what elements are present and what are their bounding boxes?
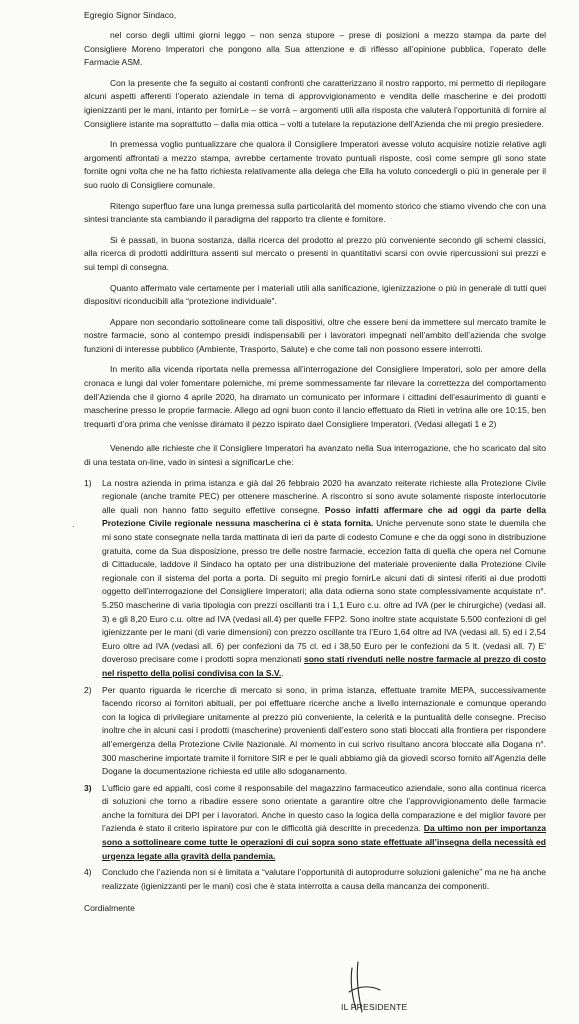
numbered-list [84,477,546,894]
closing: Cordialmente [84,903,135,914]
paragraph: Ritengo superfluo fare una lunga premessa sulla particolarità del momento storico che stiamo vivendo che con una sintesi tranciante sta cambiando il paradigma del rapporto tra cliente e fornitore. [84,200,546,225]
margin-mark: . [72,519,75,529]
list-item-number: 1) [84,477,92,488]
letter-greeting: Egregio Signor Sindaco, [84,10,177,20]
list-item [84,866,546,893]
intro-paragraph: Venendo alle richieste che il Consigliere Imperatori ha avanzato nella Sua interrogazione, che ho scaricato dal sito di una testata on-line, vado in sintesi a significarLe che: [84,443,546,468]
paragraph: In merito alla vicenda riportata nella premessa all’interrogazione del Consigliere Imperatori, solo per amore della cronaca e lungi dal voler fomentare polemiche, mi preme sommessamente far rilevare la correttezza del comportamento dell’Azienda che il giorno 4 aprile 2020, ha diramato un comunicato per informare i cittadini dell’esaurimento di guanti e mascherine presso le proprie farmacie. Allego ad ogni buon conto il lancio effettuato da Rieti in vetrina alle ore 10:15, ben trequarti d’ora prima che venisse diramato il pezzo ispirato dael Consigliere Imperatori. (Vedasi allegati 1 e 2) [84,364,546,429]
paragraph: nel corso degli ultimi giorni leggo – non senza stupore – prese di posizioni a mezzo stampa da parte del Consigliere Moreno Imperatori che pongono alla Sua attenzione e di riflesso all’opinione pubblica, l’operato delle Farmacie ASM. [84,30,546,68]
letter-body [84,29,546,923]
list-item [84,782,546,864]
paragraph: Quanto affermato vale certamente per i materiali utili alla sanificazione, igienizzazione o più in generale di tutti quei dispositivi riconducibili alla “protezione individuale”. [84,282,546,307]
paragraph: Appare non secondario sottolineare come tali dispositivi, oltre che essere beni da immettere sul mercato tramite le nostre farmacie, sono al contempo presidi indispensabili per i lavoratori impegnati nell’ambito dell’azienda che svolge funzioni di interesse pubblico (Ambiente, Trasporto, Salute) e che come tali non possono essere interrotti. [84,316,546,354]
list-item-text: . [281,667,284,678]
paragraph: Si è passati, in buona sostanza, dalla ricerca del prodotto al prezzo più conveniente secondo gli schemi classici, alla ricerca di prodotti addirittura assenti sul mercato o presenti in quantitativi scarsi con ovvie ripercussioni sui prezzi e sui tempi di consegna. [84,234,546,272]
paragraph: In premessa voglio puntualizzare che qualora il Consigliere Imperatori avesse voluto acquisire notizie relative agli argomenti affrontati a mezzo stampa, avrebbe certamente trovato puntuali risposte, così come sempre gli sono state fornite ogni volta che ne ha fatto richiesta relativamente alla delega che Ella ha voluto concedergli o più in generale per il suo ruolo di Consigliere comunale. [84,139,546,190]
underlined-emphasis-text: Da ultimo non per importanza sono a sottolineare come tutte le operazioni di cui sopra sono state effettuate all’insegna della necessità ed urgenza legate alla gravità della pandemia. [102,823,546,861]
list-item-text: Per quanto riguarda le ricerche di mercato si sono, in prima istanza, effettuate tramite MEPA, successivamente facendo ricorso ai fornitori abituali, per poi effettuare ricerche anche a livello internazionale e comunque operando con la logica di privilegiare unitamente al prezzo più conveniente, la celerità e la puntualità delle consegne. Preciso inoltre che in alcuni casi i prodotti (mascherine) provenienti dall’estero sono stati bloccati alla frontiera per rispondere all’emergenza della Protezione Civile Nazionale. Al momento in cui scrivo risultano ancora bloccate alla Dogana n°. 300 mascherine importate tramite il fornitore SIR e per le quali abbiamo già da giovedì scorso fornito all’Agenzia delle Dogane la documentazione richiesta ed utile allo sdoganamento. [102,684,546,777]
list-item-number: 2) [84,684,92,695]
paragraph: Con la presente che fa seguito ai costanti confronti che caratterizzano il nostro rapporto, mi permetto di riepilogare alcuni aspetti afferenti l’operato aziendale in tema di approvvigionamento e vendita delle mascherine e dei prodotti igienizzanti per le mani, intanto per fornirLe – se vorrà – argomenti utili alla risposta che valuterà l’opportunità di fornire al Consigliere istante ma soprattutto – dalla mia ottica – volti a tutelare la reputazione dell’Azienda che mi pregio presiedere. [84,77,546,129]
list-item-text: La nostra azienda in prima istanza e già dal 26 febbraio 2020 ha avanzato reiterate richieste alla Protezione Civile regionale (anche tramite PEC) per ottenere mascherine. A riscontro si sono avute solamente risposte interlocutorie alle quali non hanno fatto seguito effettive consegne. [102,477,546,515]
list-item-text: Concludo che l’azienda non si è limitata a “valutare l’opportunità di autoprodurre soluzioni galeniche” ma ne ha anche realizzate (igienizzanti per le mani) così che è stata interrotta a causa della mancanza dei componenti. [102,867,546,891]
emphasis-text: Posso infatti affermare che ad oggi da parte della Protezione Civile regionale nessuna mascherina ci è stata fornita. [102,504,546,529]
list-item-number: 4) [84,867,92,878]
list-item [84,477,546,681]
underlined-emphasis-text: sono stati rivenduti nelle nostre farmacie al prezzo di costo nel rispetto della polisi condivisa con la S.V. [102,654,546,678]
signature-title: IL PRESIDENTE [341,1002,408,1012]
list-item [84,684,546,779]
list-item-text: Uniche pervenute sono state le duemila che mi sono state consegnate nella tarda mattinata di ieri da parte di codesto Comune e che da oggi sono in distribuzione gratuita, come da Sua disposizione, presso tre delle nostre farmacie, eccezion fatta di quella che opera nel Comune di Cittaducale, laddove il Sindaco ha optato per una distribuzione del materiale proveniente dalla Protezione Civile regionale con il sistema del porta a porta. Di seguito mi pregio fornirLe alcuni dati di sintesi riferiti ai due prodotti oggetto dell’interrogazione del Consigliere Imperatori; alla data odierna sono state complessivamente acquistate n°. 5.250 mascherine di varia tipologia con prezzi oscillanti tra i 1,1 Euro c.u. oltre ad IVA (per le chirurgiche) (vedasi all. 3) e gli 8,20 Euro c.u. oltre ad IVA (vedasi all.4) per quelle FFP2. Sono inoltre state acquistate 5.500 confezioni di gel igienizzante per le mani (di varie dimensioni) con prezzo oscillante tra l’Euro 1,64 oltre ad IVA (vedasi all. 5) ed i 2,54 Euro oltre ad IVA (vedasi all. 6) per confezioni da 75 cl. ed i 38,50 Euro per le confezioni da 5 lt. (vedasi all. 7) E’ doveroso precisare come i prodotti sopra menzionati [102,518,547,665]
list-item-text: L’ufficio gare ed appalti, così come il responsabile del magazzino farmaceutico aziendale, sono alla continua ricerca di soluzioni che torno a ribadire essere sono orientate a garantire oltre che l’approvvigionamento delle farmacie anche la fornitura dei DPI per i lavoratori. Anche in questo caso la logica della comparazione e del miglior favore per l’azienda è stato il criterio ispiratore pur con le difficoltà già descritte in precedenza. [102,782,546,834]
list-item-number: 3) [84,782,92,793]
